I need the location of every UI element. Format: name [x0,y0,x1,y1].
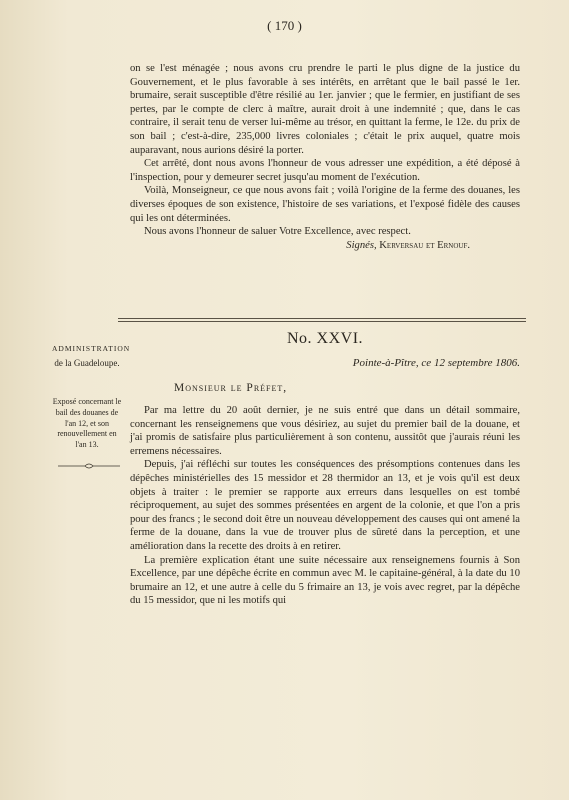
signature-label: Signés, [346,239,377,251]
dateline: Pointe-à-Pître, ce 12 septembre 1806. [352,357,520,369]
paragraph: Cet arrêté, dont nous avons l'honneur de vous adresser une expédition, a été déposé à l'inspection, pour y demeurer secret jusqu'au moment de l'exécution. [130,158,520,183]
paragraph: on se l'est ménagée ; nous avons cru prendre le parti le plus digne de la justice du Gouvernement, et le plus favorable à ses intérêts, en arrêtant que le bail passé le 1er. brumaire, serait susceptible d'être résilié au 1er. janvier ; que le fermier, en justifiant de ses pertes, par le compte de clerc à maître, aurait droit à une indemnité ; que, dans le cas contraire, il serait tenu de verser lui-même au trésor, en quittant la ferme, le 12e. du prix de son bail ; c'est-à-dire, 235,000 livres coloniales ; c'était le prix auquel, quatre mois auparavant, nous aurions désiré la porter. [130,63,520,156]
margin-heading: ADMINISTRATION [52,344,131,353]
paragraph: Nous avons l'honneur de saluer Votre Excellence, avec respect. [144,226,411,238]
margin-subheading: de la Guadeloupe. [54,358,120,368]
document-number: No. XXVI. [286,330,364,347]
ornament-divider [58,462,120,470]
section-rule [118,318,526,319]
signature-line [130,239,520,253]
section-rule-thin [118,321,526,322]
salutation: Monsieur le Préfet, [174,382,288,394]
page-number: ( 170 ) [267,18,302,33]
margin-note: Exposé concernant le bail des douanes de l'an 12, et son renouvellement en l'an 13. [52,397,122,450]
signature-names: Kerversau et Ernouf. [379,239,470,251]
paragraph: La première explication étant une suite nécessaire aux renseignemens fournis à Son Excellence, par une dépêche écrite en commun avec M. le capitaine-général, à la date du 10 brumaire an 12, et une autre à celle du 5 frimaire an 13, je vois avec regret, par la dépêche du 15 messidor, que ni les motifs qui [130,554,520,607]
paragraph: Depuis, j'ai réfléchi sur toutes les conséquences des présomptions contenues dans les dépêches ministérielles des 15 messidor et 28 thermidor an 13, et je vois qu'il est deux objets à traiter : le premier se rapporte aux erreurs dans lesquelles on est tombé réciproquement, au sujet des sommes présentées en argent de la colonie, et que l'on a pris pour des francs ; le second doit être un nouveau développement des causes qui ont amené la ferme de la douane, dans la vue de trouver plus de sûreté dans la perception, et une amélioration dans la recette des droits à en retirer. [130,459,520,552]
paragraph: Par ma lettre du 20 août dernier, je ne suis entré que dans un détail sommaire, concernant les renseignemens que vous désiriez, au sujet du premier bail de la douane, et j'ai promis de satisfaire plus particulièrement à son contenu, aussitôt que j'aurais réuni les erremens nécessaires. [130,405,520,457]
paragraph: Voilà, Monseigneur, ce que nous avons fait ; voilà l'origine de la ferme des douanes, les diverses époques de son existence, l'histoire de ses variations, et l'exposé fidèle des causes qui les ont déterminées. [130,185,520,224]
letter-body [130,404,520,608]
letter-continuation [130,62,520,252]
